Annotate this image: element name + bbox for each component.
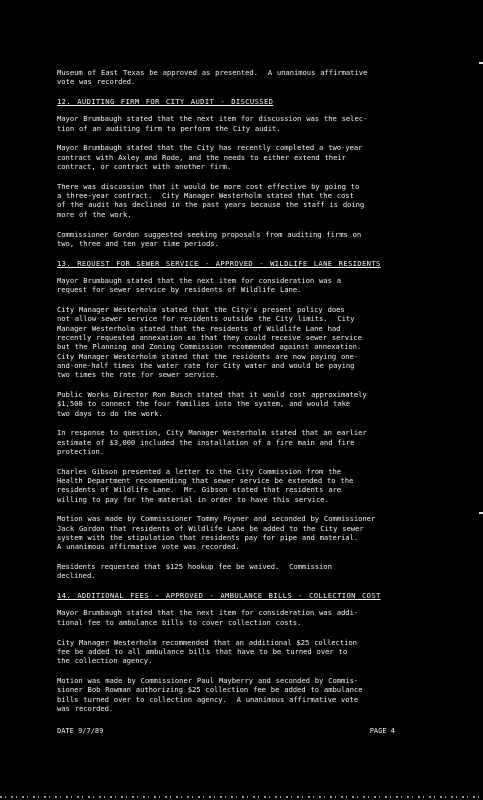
- footer-page-number: PAGE 4: [369, 727, 395, 735]
- minutes-paragraph: Mayor Brumbaugh stated that the next item for consideration was a request for sewer service by residents of Wildlife Lane.: [57, 275, 342, 295]
- scan-bottom-edge: [0, 796, 483, 798]
- page-footer: [57, 727, 457, 736]
- minutes-paragraph: Commissioner Gordon suggested seeking proposals from auditing firms on two, three and ten year time periods.: [57, 229, 362, 248]
- minutes-paragraph: City Manager Westerholm stated that the City's present policy does not allow sewer service for residents outside the City limits. City Manager Westerholm stated that the residents of Wildlife Lane had recently requested annexation so that they could receive sewer service but the Planning and Zoning Commission recommended against annexation. City Manager Westerholm stated that the residents are now paying one- and-one-half times the water rate for City water and would be paying two times the rate for sewer service.: [57, 305, 362, 380]
- minutes-paragraph: Charles Gibson presented a letter to the City Commission from the Health Department recommending that sewer service be extended to the residents of Wildlife Lane. Mr. Gibson stated that residents are willing to pay for the material in order to have this service.: [57, 466, 354, 504]
- minutes-paragraph: Mayor Brumbaugh stated that the next item for consideration was addi- tional fee to ambulance bills to cover collection costs.: [57, 608, 359, 627]
- minutes-paragraph: City Manager Westerholm recommended that an additional $25 collection fee be added to all ambulance bills that have to be turned over to the collection agency.: [57, 637, 357, 666]
- minutes-paragraph: There was discussion that it would be more cost effective by going to a three-year contract. City Manager Westerholm stated that the cost of the audit has declined in the past years because the staff is doing more of the work.: [57, 181, 365, 219]
- agenda-item-heading: 12. AUDITING FIRM FOR CITY AUDIT - DISCUSSED: [57, 97, 274, 107]
- minutes-paragraph: Motion was made by Commissioner Paul Mayberry and seconded by Commis- sioner Bob Rowman authorizing $25 collection fee be added to ambulance bills turned over to collection agency. A unanimous affirmative vote was recorded.: [57, 675, 363, 713]
- agenda-item-heading: 13. REQUEST FOR SEWER SERVICE - APPROVED - WILDLIFE LANE RESIDENTS: [57, 258, 381, 268]
- minutes-paragraph: Public Works Director Ron Busch stated that it would cost approximately $1,500 to connect the four families into the system, and would take two days to do the work.: [57, 389, 367, 418]
- minutes-paragraph: Mayor Brumbaugh stated that the City has recently completed a two-year contract with Axley and Rode, and the needs to either extend their contract, or contract with another firm.: [57, 143, 363, 172]
- scan-edge-mark: [479, 512, 483, 514]
- agenda-item-heading: 14. ADDITIONAL FEES - APPROVED - AMBULANCE BILLS - COLLECTION COST: [57, 591, 381, 601]
- minutes-paragraph: Museum of East Texas be approved as presented. A unanimous affirmative vote was recorded.: [57, 68, 368, 87]
- minutes-paragraph: Mayor Brumbaugh stated that the next item for discussion was the selec- tion of an auditing firm to perform the City audit.: [57, 114, 368, 133]
- scan-edge-mark: [479, 62, 483, 64]
- minutes-page: [57, 68, 461, 724]
- minutes-paragraph: In response to question, City Manager Westerholm stated that an earlier estimate of $3,000 included the installation of a fire main and fire protection.: [57, 428, 367, 456]
- footer-date: DATE 9/7/89: [57, 727, 104, 735]
- minutes-paragraph: Residents requested that $125 hookup fee be waived. Commission declined.: [57, 562, 332, 581]
- minutes-paragraph: Motion was made by Commissioner Tommy Poyner and seconded by Commissioner Jack Gordon that residents of Wildlife Lane be added to the City sewer system with the stipulation that residents pay for pipe and material. A unanimous affirmative vote was recorded.: [57, 514, 376, 552]
